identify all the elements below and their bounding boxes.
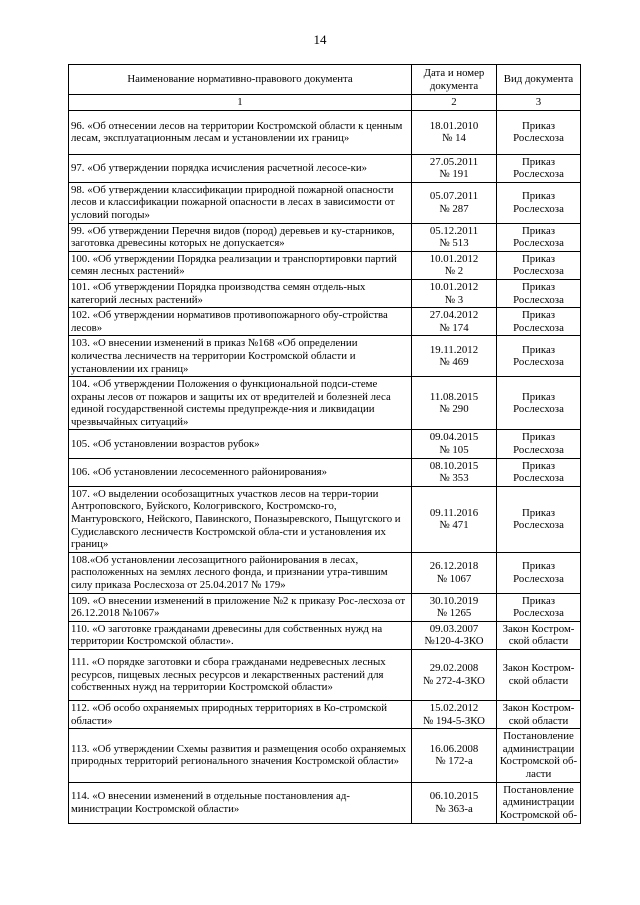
document-date-number (412, 336, 497, 377)
document-kind-line: Приказ (521, 343, 556, 356)
document-table (68, 64, 581, 824)
document-name: 107. «О выделении особозащитных участков лесов на терри-тории Антроповского, Буйского, Кологривского, Костромско-го, Мантуровского, Нейского, Павинского, Поназыревского, Пыщугского и Судиславского лесничеств Костромской обла-сти и установления их границ» (69, 486, 412, 552)
document-name: 114. «О внесении изменений в отдельные постановления ад-министрации Костромской области» (69, 782, 412, 823)
document-name: 110. «О заготовке гражданами древесины для собственных нужд на территории Костромской области». (69, 621, 412, 649)
document-date-number (412, 700, 497, 728)
document-number: № 287 (439, 202, 469, 215)
document-kind-line: Закон Костром- (502, 622, 575, 635)
document-date-number (412, 621, 497, 649)
document-date: 09.11.2016 (429, 506, 479, 519)
document-kind-line: ласти (525, 767, 552, 780)
table-row (69, 700, 581, 728)
document-date: 08.10.2015 (429, 459, 479, 472)
document-number: № 2 (444, 265, 464, 278)
document-date: 16.06.2008 (429, 742, 479, 755)
document-name: 97. «Об утверждении порядка исчисления расчетной лесосе-ки» (69, 154, 412, 182)
document-kind-line: Приказ (521, 155, 556, 168)
document-kind-line: Постановление (503, 730, 574, 743)
document-kind-line: Рослесхоза (513, 444, 564, 457)
document-date-number (412, 308, 497, 336)
document-kind-line: Рослесхоза (513, 356, 564, 369)
document-kind (497, 621, 581, 649)
document-kind (497, 552, 581, 593)
document-number: № 3 (444, 293, 464, 306)
document-kind-line: Рослесхоза (513, 572, 564, 585)
document-kind (497, 700, 581, 728)
document-date-number (412, 182, 497, 223)
document-kind (497, 336, 581, 377)
document-number: № 469 (439, 356, 469, 369)
document-kind-line: ской области (508, 635, 569, 648)
document-name: 98. «Об утверждении классификации природной пожарной опасности лесов и классификации пожарной опасности в лесах в зависимости от условий погоды» (69, 182, 412, 223)
header-kind: Вид документа (497, 65, 581, 95)
document-kind (497, 251, 581, 279)
table-row (69, 279, 581, 307)
col-number-1: 1 (69, 95, 412, 111)
document-kind-line: ской области (508, 714, 569, 727)
document-name: 102. «Об утверждении нормативов противопожарного обу-стройства лесов» (69, 308, 412, 336)
document-kind-line: Рослесхоза (513, 472, 564, 485)
document-kind-line: Рослесхоза (513, 265, 564, 278)
document-date: 27.04.2012 (429, 309, 479, 322)
document-kind-line: Рослесхоза (513, 403, 564, 416)
document-number: № 353 (439, 472, 469, 485)
document-kind-line: Приказ (521, 560, 556, 573)
table-row (69, 223, 581, 251)
document-name: 104. «Об утверждении Положения о функциональной подси-стеме охраны лесов от пожаров и защиты их от вредителей и болезней леса единой государственной системы предупрежде-ния и ликвидации чрезвычайных ситуаций» (69, 377, 412, 430)
document-date-number (412, 154, 497, 182)
document-date-number (412, 377, 497, 430)
document-kind (497, 458, 581, 486)
document-date: 09.04.2015 (429, 431, 479, 444)
document-date: 05.07.2011 (429, 190, 479, 203)
document-kind (497, 154, 581, 182)
document-kind-line: Постановление (503, 783, 574, 796)
document-kind-line: Приказ (521, 390, 556, 403)
document-name: 111. «О порядке заготовки и сбора гражданами недревесных лесных ресурсов, пищевых лесных ресурсов и лекарственных растений для собственных нужд на территории Костромской области» (69, 649, 412, 700)
document-date: 06.10.2015 (429, 789, 479, 802)
document-date-number (412, 251, 497, 279)
table-row (69, 729, 581, 782)
table-row (69, 552, 581, 593)
document-kind (497, 486, 581, 552)
document-date: 10.01.2012 (429, 280, 479, 293)
document-kind-line: Приказ (521, 224, 556, 237)
document-kind-line: Рослесхоза (513, 519, 564, 532)
document-date: 26.12.2018 (429, 560, 479, 573)
document-number: № 105 (439, 444, 469, 457)
document-kind-line: Костромской об- (499, 808, 578, 821)
document-date-number (412, 458, 497, 486)
document-kind-line: администрации (502, 742, 575, 755)
document-number: № 1067 (436, 572, 472, 585)
document-kind-line: Приказ (521, 594, 556, 607)
col-number-2: 2 (412, 95, 497, 111)
document-date-number (412, 279, 497, 307)
document-name: 112. «Об особо охраняемых природных территориях в Ко-стромской области» (69, 700, 412, 728)
document-kind (497, 308, 581, 336)
document-kind (497, 649, 581, 700)
document-kind-line: Приказ (521, 506, 556, 519)
document-number: № 272-4-ЗКО (423, 674, 485, 687)
table-row (69, 154, 581, 182)
document-kind (497, 430, 581, 458)
document-name: 100. «Об утверждении Порядка реализации и транспортировки партий семян лесных растений» (69, 251, 412, 279)
document-kind (497, 182, 581, 223)
document-kind (497, 729, 581, 782)
document-kind-line: Рослесхоза (513, 168, 564, 181)
document-number: № 1265 (436, 607, 472, 620)
document-kind-line: Рослесхоза (513, 607, 564, 620)
document-date: 05.12.2011 (429, 224, 479, 237)
document-kind (497, 782, 581, 823)
document-date-number (412, 729, 497, 782)
document-kind-line: ской области (508, 674, 569, 687)
document-kind-line: Рослесхоза (513, 237, 564, 250)
document-kind-line: Приказ (521, 459, 556, 472)
header-name: Наименование нормативно-правового документа (69, 65, 412, 95)
document-date: 11.08.2015 (429, 390, 479, 403)
table-row (69, 430, 581, 458)
document-kind-line: Рослесхоза (513, 293, 564, 306)
document-date: 29.02.2008 (429, 662, 479, 675)
table-row (69, 593, 581, 621)
document-kind-line: администрации (502, 796, 575, 809)
document-date-number (412, 552, 497, 593)
document-kind-line: Закон Костром- (502, 662, 575, 675)
document-date-number (412, 593, 497, 621)
document-name: 113. «Об утверждении Схемы развития и размещения особо охраняемых природных территорий регионального значения Костромской области» (69, 729, 412, 782)
document-kind (497, 279, 581, 307)
table-row (69, 649, 581, 700)
document-number: № 363-а (435, 802, 473, 815)
document-kind-line: Рослесхоза (513, 202, 564, 215)
table-row (69, 486, 581, 552)
document-name: 99. «Об утверждении Перечня видов (пород) деревьев и ку-старников, заготовка древесины которых не допускается» (69, 223, 412, 251)
document-number: № 513 (439, 237, 469, 250)
document-name: 108.«Об установлении лесозащитного районирования в лесах, расположенных на землях лесного фонда, и признании утра-тившим силу приказа Рослесхоза от 25.04.2017 № 179» (69, 552, 412, 593)
document-date: 10.01.2012 (429, 252, 479, 265)
document-kind (497, 377, 581, 430)
document-name: 106. «Об установлении лесосеменного районирования» (69, 458, 412, 486)
document-number: № 172-а (435, 755, 473, 768)
document-kind-line: Приказ (521, 190, 556, 203)
col-number-3: 3 (497, 95, 581, 111)
document-number: № 290 (439, 403, 469, 416)
table-row (69, 308, 581, 336)
header-date: Дата и номер документа (412, 65, 497, 95)
document-kind (497, 593, 581, 621)
document-number: № 14 (442, 132, 466, 145)
document-date: 30.10.2019 (429, 594, 479, 607)
table-row (69, 182, 581, 223)
document-kind-line: Приказ (521, 280, 556, 293)
document-date-number (412, 430, 497, 458)
document-date-number (412, 649, 497, 700)
document-name: 109. «О внесении изменений в приложение №2 к приказу Рос-лесхоза от 26.12.2018 №1067» (69, 593, 412, 621)
table-row (69, 110, 581, 154)
table-row (69, 458, 581, 486)
document-kind (497, 110, 581, 154)
document-date: 27.05.2011 (429, 155, 479, 168)
document-kind (497, 223, 581, 251)
table-row (69, 621, 581, 649)
document-number: № 191 (439, 168, 469, 181)
document-date-number (412, 223, 497, 251)
table-row (69, 377, 581, 430)
document-kind-line: Приказ (521, 309, 556, 322)
page-number: 14 (313, 32, 327, 47)
document-date: 18.01.2010 (429, 119, 479, 132)
document-kind-line: Закон Костром- (502, 701, 575, 714)
document-date: 15.02.2012 (429, 701, 479, 714)
column-numbers-row (69, 95, 581, 111)
table-row (69, 782, 581, 823)
document-date: 09.03.2007 (429, 622, 479, 635)
document-kind-line: Костромской об- (499, 755, 578, 768)
document-kind-line: Рослесхоза (513, 321, 564, 334)
document-date-number (412, 110, 497, 154)
document-number: №120-4-ЗКО (424, 635, 484, 648)
document-number: № 471 (439, 519, 469, 532)
document-number: № 194-5-ЗКО (423, 714, 485, 727)
table-row (69, 251, 581, 279)
document-kind-line: Рослесхоза (513, 132, 564, 145)
document-rows (69, 110, 581, 823)
document-kind-line: Приказ (521, 119, 556, 132)
document-kind-line: Приказ (521, 252, 556, 265)
document-name: 96. «Об отнесении лесов на территории Костромской области к ценным лесам, эксплуатационным лесам и установлении их границ» (69, 110, 412, 154)
document-name: 103. «О внесении изменений в приказ №168 «Об определении количества лесничеств на территории Костромской области и установлении их границ» (69, 336, 412, 377)
document-date-number (412, 486, 497, 552)
document-name: 101. «Об утверждении Порядка производства семян отдель-ных категорий лесных растений» (69, 279, 412, 307)
table-row (69, 336, 581, 377)
document-name: 105. «Об установлении возрастов рубок» (69, 430, 412, 458)
document-date-number (412, 782, 497, 823)
document-date: 19.11.2012 (429, 343, 479, 356)
header-row (69, 65, 581, 95)
document-kind-line: Приказ (521, 431, 556, 444)
document-number: № 174 (439, 321, 469, 334)
